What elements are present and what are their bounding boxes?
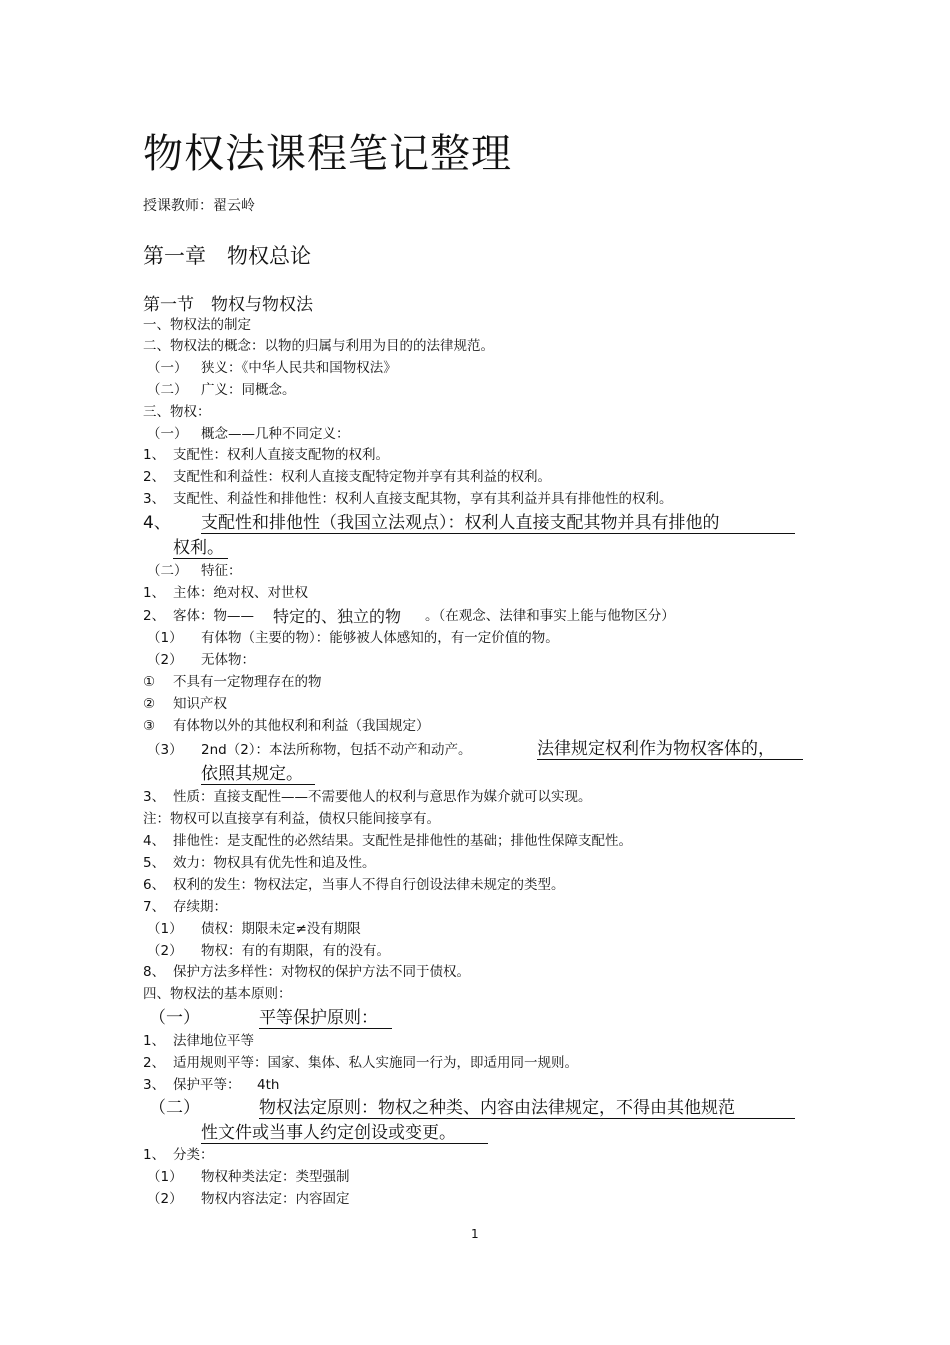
underline-rule: [259, 1028, 392, 1029]
list-marker: （二）: [147, 563, 188, 579]
list-marker: 8、: [143, 964, 166, 980]
text-line: 广义：同概念。: [201, 382, 296, 398]
list-marker: （1）: [147, 1169, 183, 1185]
text-line: 效力：物权具有优先性和追及性。: [173, 855, 376, 871]
text-line: 不具有一定物理存在的物: [173, 674, 322, 690]
text-line: 法律地位平等: [173, 1033, 254, 1049]
list-marker: 2、: [143, 1055, 166, 1071]
text-line: 有体物以外的其他权利和利益（我国规定）: [173, 718, 430, 734]
list-marker: 7、: [143, 899, 166, 915]
list-marker: 1、: [143, 447, 166, 463]
page-number: 1: [471, 1227, 479, 1241]
text-line: 物权：有的有期限，有的没有。: [201, 943, 390, 959]
text-line: 适用规则平等：国家、集体、私人实施同一行为，即适用同一规则。: [173, 1055, 578, 1071]
list-marker: （一）: [149, 1008, 200, 1028]
list-marker: （一）: [147, 426, 188, 442]
section-heading: 第一节 物权与物权法: [143, 295, 313, 315]
text-line: 客体：物——: [173, 608, 254, 624]
list-marker: 1、: [143, 585, 166, 601]
list-marker: （1）: [147, 921, 183, 937]
list-marker: 1、: [143, 1033, 166, 1049]
text-line: 物权内容法定：内容固定: [201, 1191, 350, 1207]
text-line: 性质：直接支配性——不需要他人的权利与意思作为媒介就可以实现。: [173, 789, 592, 805]
list-marker: （2）: [147, 1191, 183, 1207]
list-marker: （3）: [147, 742, 183, 758]
list-marker: 5、: [143, 855, 166, 871]
text-line: 二、物权法的概念：以物的归属与利用为目的的法律规范。: [143, 338, 494, 354]
list-marker: 3、: [143, 491, 166, 507]
underlined-text: 法律规定权利作为物权客体的，: [537, 739, 775, 759]
list-marker: ③: [143, 718, 156, 734]
text-line: 一、物权法的制定: [143, 317, 251, 333]
text-line: 注：物权可以直接享有利益，债权只能间接享有。: [143, 811, 440, 827]
text-line: 知识产权: [173, 696, 227, 712]
text-line: 支配性和利益性：权利人直接支配特定物并享有其利益的权利。: [173, 469, 551, 485]
underline-rule: [173, 558, 228, 559]
list-marker: 4、: [143, 513, 171, 533]
underline-rule: [201, 784, 315, 785]
list-marker: 3、: [143, 789, 166, 805]
emphasis-text: 特定的、独立的物: [273, 607, 402, 626]
list-marker: 1、: [143, 1147, 166, 1163]
underlined-text: 权利。: [173, 538, 224, 558]
list-marker: 4、: [143, 833, 166, 849]
underlined-text: 性文件或当事人约定创设或变更。: [201, 1123, 456, 1143]
list-marker: 2、: [143, 469, 166, 485]
document-title: 物权法课程笔记整理: [143, 131, 512, 177]
text-line: 支配性、利益性和排他性：权利人直接支配其物，享有其利益并具有排他性的权利。: [173, 491, 673, 507]
list-marker: 2、: [143, 608, 166, 624]
underlined-text: 物权法定原则：物权之种类、内容由法律规定，不得由其他规范: [259, 1098, 735, 1118]
text-line: 有体物（主要的物）：能够被人体感知的，有一定价值的物。: [201, 630, 559, 646]
text-line: 狭义：《中华人民共和国物权法》: [201, 360, 397, 376]
underlined-text: 依照其规定。: [201, 764, 303, 784]
list-marker: ①: [143, 674, 156, 690]
list-marker: 3、: [143, 1077, 166, 1093]
list-marker: （二）: [149, 1098, 200, 1118]
underline-rule: [259, 1118, 795, 1119]
text-line: 分类：: [173, 1147, 214, 1163]
text-line: 无体物：: [201, 652, 255, 668]
text-line: 支配性：权利人直接支配物的权利。: [173, 447, 389, 463]
underline-rule: [201, 1143, 488, 1144]
text-line: 排他性：是支配性的必然结果。支配性是排他性的基础；排他性保障支配性。: [173, 833, 632, 849]
underlined-text: 平等保护原则：: [259, 1008, 378, 1028]
list-marker: （2）: [147, 652, 183, 668]
text-line: 存续期：: [173, 899, 227, 915]
text-line: 主体：绝对权、对世权: [173, 585, 308, 601]
text-line: 特征：: [201, 563, 242, 579]
text-line: 4th: [257, 1077, 280, 1093]
text-line: 保护平等：: [173, 1077, 241, 1093]
text-line: 四、物权法的基本原则：: [143, 986, 292, 1002]
text-line: 保护方法多样性：对物权的保护方法不同于债权。: [173, 964, 470, 980]
teacher-line: 授课教师：翟云岭: [143, 198, 255, 214]
text-line: 物权种类法定：类型强制: [201, 1169, 350, 1185]
list-marker: （二）: [147, 382, 188, 398]
underline-rule: [201, 533, 795, 534]
text-line: 。（在观念、法律和事实上能与他物区分）: [425, 608, 675, 624]
underline-rule: [537, 759, 803, 760]
text-line: 三、物权：: [143, 404, 211, 420]
underlined-text: 支配性和排他性（我国立法观点）：权利人直接支配其物并具有排他的: [201, 513, 720, 533]
text-line: 概念——几种不同定义：: [201, 426, 350, 442]
list-marker: 6、: [143, 877, 166, 893]
list-marker: （一）: [147, 360, 188, 376]
list-marker: （2）: [147, 943, 183, 959]
text-line: 债权：期限未定≠没有期限: [201, 921, 361, 937]
text-line: 2nd（2）：本法所称物，包括不动产和动产。: [201, 742, 472, 758]
list-marker: ②: [143, 696, 156, 712]
chapter-heading: 第一章 物权总论: [143, 244, 311, 268]
text-line: 权利的发生：物权法定，当事人不得自行创设法律未规定的类型。: [173, 877, 565, 893]
list-marker: （1）: [147, 630, 183, 646]
